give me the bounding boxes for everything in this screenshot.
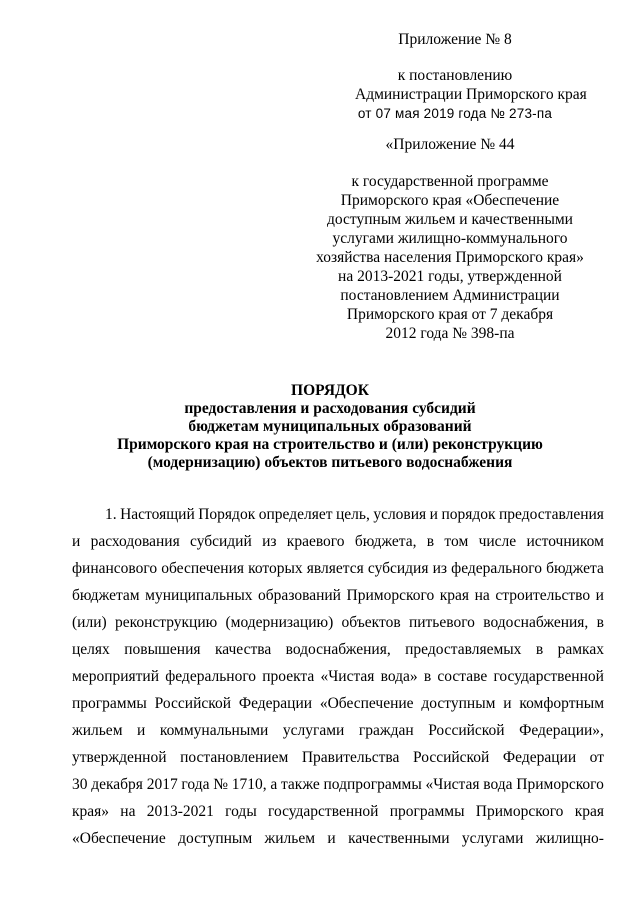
body-word: цель, bbox=[335, 506, 370, 523]
body-word: жильем bbox=[264, 830, 316, 847]
document-title bbox=[70, 382, 590, 472]
body-word: Российской bbox=[154, 695, 232, 712]
body-word: подпрограммы bbox=[323, 776, 422, 793]
body-word: доступным bbox=[178, 830, 253, 847]
body-word: 2017 bbox=[146, 776, 178, 793]
body-word: 1710, bbox=[231, 776, 267, 793]
appendix-sub-line: к государственной программе bbox=[351, 173, 549, 190]
body-word: доступным bbox=[421, 695, 496, 712]
body-word: Федерации», bbox=[519, 722, 604, 739]
appendix-to-line: к постановлению bbox=[397, 67, 513, 84]
body-line bbox=[72, 829, 604, 856]
body-word: 30 bbox=[72, 776, 88, 793]
body-word: в bbox=[535, 641, 544, 658]
body-word: «Обеспечение bbox=[319, 695, 414, 712]
body-word: Настоящий bbox=[120, 506, 195, 523]
appendix-admin-line: Администрации Приморского края bbox=[355, 86, 587, 103]
body-word: и bbox=[595, 587, 604, 604]
body-word: в bbox=[596, 614, 604, 631]
body-word: года bbox=[181, 776, 210, 793]
body-word: субсидий bbox=[190, 533, 252, 550]
body-word: Правительства bbox=[301, 749, 400, 766]
body-line bbox=[72, 748, 604, 775]
body-word: программы bbox=[389, 803, 465, 820]
body-word: «Чистая bbox=[425, 776, 480, 793]
appendix-sub-line: на 2013-2021 годы, утвержденной bbox=[338, 268, 562, 285]
body-word: условия bbox=[373, 506, 427, 523]
body-word: также bbox=[280, 776, 320, 793]
body-word: водоснабжения, bbox=[285, 641, 391, 658]
body-word: и bbox=[72, 533, 81, 550]
body-word: № bbox=[213, 776, 228, 793]
body-word: Российской bbox=[428, 722, 505, 739]
body-line bbox=[72, 694, 604, 721]
appendix-title: Приложение № 8 bbox=[398, 31, 512, 48]
body-word: края» bbox=[72, 803, 110, 820]
body-word: постановлением bbox=[180, 749, 289, 766]
body-word: водоснабжения, bbox=[483, 614, 589, 631]
body-line bbox=[72, 721, 604, 748]
body-word: и bbox=[503, 695, 512, 712]
body-word: Федерации bbox=[502, 749, 577, 766]
appendix-date-stamp: от 07 мая 2019 года № 273-па bbox=[357, 106, 553, 121]
body-word: предоставляемых bbox=[405, 641, 522, 658]
body-word: в bbox=[423, 668, 432, 685]
body-word: качества bbox=[214, 641, 272, 658]
body-word: на bbox=[474, 587, 490, 604]
body-word: определяет bbox=[258, 506, 333, 523]
body-word: порядок bbox=[441, 506, 496, 523]
body-line bbox=[72, 613, 604, 640]
body-word: качественными bbox=[348, 830, 450, 847]
body-word: муниципальных bbox=[145, 587, 253, 604]
body-word: годы bbox=[225, 803, 257, 820]
body-word: расходования bbox=[90, 533, 180, 550]
body-line bbox=[72, 559, 604, 586]
body-word: услугами bbox=[461, 830, 524, 847]
body-word: вода» bbox=[380, 668, 418, 685]
appendix-header bbox=[355, 30, 587, 123]
body-word: комфортным bbox=[519, 695, 604, 712]
body-word: 2013-2021 bbox=[146, 803, 214, 820]
body-word: края bbox=[439, 587, 470, 604]
body-word: из bbox=[262, 533, 277, 550]
body-word: вода bbox=[483, 776, 513, 793]
body-word: Федерации bbox=[238, 695, 313, 712]
appendix-sub-line: 2012 года № 398-па bbox=[385, 325, 515, 342]
body-word: повышения bbox=[124, 641, 201, 658]
body-word: 1. bbox=[105, 506, 117, 523]
body-word: целях bbox=[72, 641, 110, 658]
appendix-sub-title: «Приложение № 44 bbox=[385, 136, 515, 153]
body-word: бюджетам bbox=[72, 587, 140, 604]
body-word: и bbox=[429, 506, 438, 523]
body-word: Приморского bbox=[475, 803, 564, 820]
body-word: государственной bbox=[267, 803, 379, 820]
title-line: бюджетам муниципальных образований bbox=[188, 418, 472, 435]
body-line bbox=[72, 802, 604, 829]
body-word: мероприятий bbox=[72, 668, 160, 685]
body-line bbox=[72, 775, 604, 802]
body-word: рамках bbox=[557, 641, 604, 658]
body-word: федерального bbox=[165, 668, 257, 685]
body-word: источником bbox=[526, 533, 604, 550]
appendix-sub-line: хозяйства населения Приморского края» bbox=[316, 249, 584, 266]
appendix-sub-line: доступным жильем и качественными bbox=[327, 211, 573, 228]
title-heading: ПОРЯДОК bbox=[291, 382, 369, 399]
body-word: Приморского bbox=[516, 776, 604, 793]
body-word: от bbox=[589, 749, 604, 766]
body-word: (модернизацию) bbox=[225, 614, 334, 631]
body-word: из bbox=[432, 560, 448, 577]
appendix-sub-block bbox=[300, 135, 600, 343]
body-word: строительство bbox=[495, 587, 591, 604]
body-word: Порядок bbox=[198, 506, 256, 523]
title-line: (модернизацию) объектов питьевого водоснабжения bbox=[147, 454, 513, 471]
appendix-sub-line: услугами жилищно-коммунального bbox=[332, 230, 568, 247]
body-word: жилищно- bbox=[535, 830, 604, 847]
body-word: утвержденной bbox=[72, 749, 167, 766]
body-word: (или) bbox=[72, 614, 107, 631]
body-word: программы bbox=[72, 695, 147, 712]
body-word: обеспечения bbox=[161, 560, 245, 577]
body-word: государственной bbox=[493, 668, 604, 685]
body-word: федерального bbox=[451, 560, 542, 577]
body-word: финансового bbox=[72, 560, 158, 577]
appendix-sub-line: Приморского края от 7 декабря bbox=[346, 306, 554, 323]
body-word: которых bbox=[248, 560, 303, 577]
body-word: края bbox=[574, 803, 604, 820]
body-word: том bbox=[444, 533, 469, 550]
body-word: образований bbox=[258, 587, 341, 604]
body-word: Российской bbox=[412, 749, 490, 766]
body-word: объектов bbox=[341, 614, 401, 631]
body-word: проекта bbox=[262, 668, 315, 685]
body-word: числе bbox=[478, 533, 517, 550]
body-word: в bbox=[426, 533, 435, 550]
body-word: и bbox=[137, 722, 146, 739]
body-paragraph bbox=[72, 505, 604, 856]
body-word: реконструкцию bbox=[114, 614, 218, 631]
body-word: питьевого bbox=[408, 614, 475, 631]
body-word: граждан bbox=[358, 722, 414, 739]
body-word: жильем bbox=[72, 722, 123, 739]
body-line bbox=[72, 505, 604, 532]
body-word: декабря bbox=[91, 776, 143, 793]
body-line bbox=[72, 532, 604, 559]
body-word: Приморского bbox=[346, 587, 435, 604]
body-line bbox=[72, 640, 604, 667]
body-word: субсидия bbox=[367, 560, 429, 577]
title-line: Приморского края на строительство и (или) реконструкцию bbox=[117, 436, 543, 453]
body-word: краевого bbox=[286, 533, 345, 550]
body-word: составе bbox=[437, 668, 488, 685]
body-word: бюджета bbox=[546, 560, 604, 577]
body-word: является bbox=[306, 560, 364, 577]
body-word: коммунальными bbox=[159, 722, 269, 739]
body-word: на bbox=[120, 803, 136, 820]
body-word: и bbox=[327, 830, 336, 847]
body-line bbox=[72, 667, 604, 694]
appendix-sub-line: Приморского края «Обеспечение bbox=[340, 192, 560, 209]
appendix-sub-line: постановлением Администрации bbox=[340, 287, 560, 304]
body-word: «Чистая bbox=[320, 668, 375, 685]
body-word: предоставления bbox=[499, 506, 604, 523]
body-line bbox=[72, 586, 604, 613]
body-word: бюджета, bbox=[354, 533, 417, 550]
body-word: а bbox=[270, 776, 278, 793]
body-word: «Обеспечение bbox=[72, 830, 166, 847]
title-line: предоставления и расходования субсидий bbox=[184, 400, 476, 417]
body-word: услугами bbox=[282, 722, 345, 739]
